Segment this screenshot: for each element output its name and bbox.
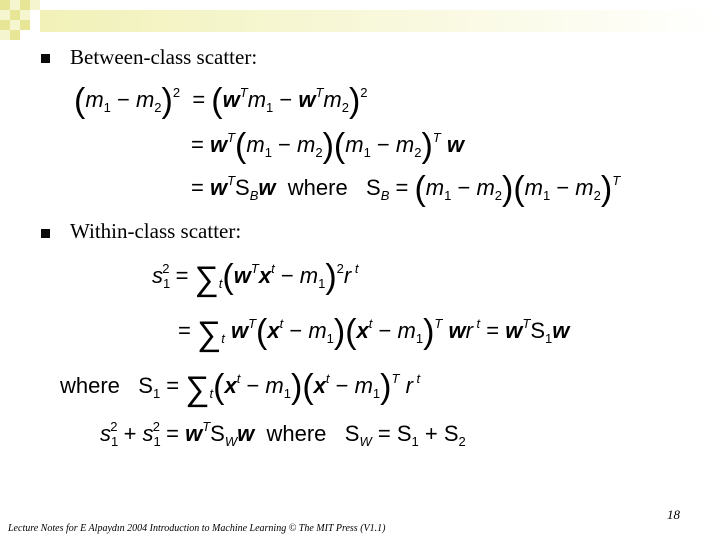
equation-between-2: = $w^T(m_1 - m_2)(m_1 - m_2)^T$ w: [191, 127, 464, 165]
equation-within-1: $s_1^2 = \sum_t(w^Tx^t - m_1)^2r$ $^t$: [152, 258, 359, 298]
page-number: 18: [667, 507, 680, 522]
footer-credit: Lecture Notes for E Alpaydın 2004 Introduction to Machine Learning © The MIT Press (V1.1): [8, 523, 386, 534]
equation-between-3: = $w^TS_Bw$ where $S_B = (m_1 - m_2)(m_1 - m_2)^T$: [191, 170, 621, 208]
heading-between-class-scatter: Between-class scatter:: [70, 45, 258, 69]
equation-within-3: where $S_1 = \sum_t(x^t - m_1)(x^t - m_1)^T$ r $^t$: [60, 368, 421, 408]
equation-within-2: = $\sum_t$ $w^T(x^t - m_1)(x^t - m_1)^T$ wr $^t = w^TS_1w$: [178, 313, 570, 353]
where-label: where: [266, 421, 327, 446]
equation-between-1: $(m_1 - m_2)^2 = (w^Tm_1 - w^Tm_2)^2$: [74, 82, 368, 120]
bullet-marker: [41, 229, 50, 238]
heading-within-class-scatter: Within-class scatter:: [70, 219, 242, 243]
where-label: where: [60, 373, 120, 398]
decorative-header-blocks: [0, 0, 720, 48]
equation-within-4: $s_1^2 + s_1^2 = w^TS_Ww$ where $S_W = S_1 + S_2$: [100, 419, 466, 449]
where-label: where: [287, 175, 348, 200]
bullet-marker: [41, 54, 50, 63]
